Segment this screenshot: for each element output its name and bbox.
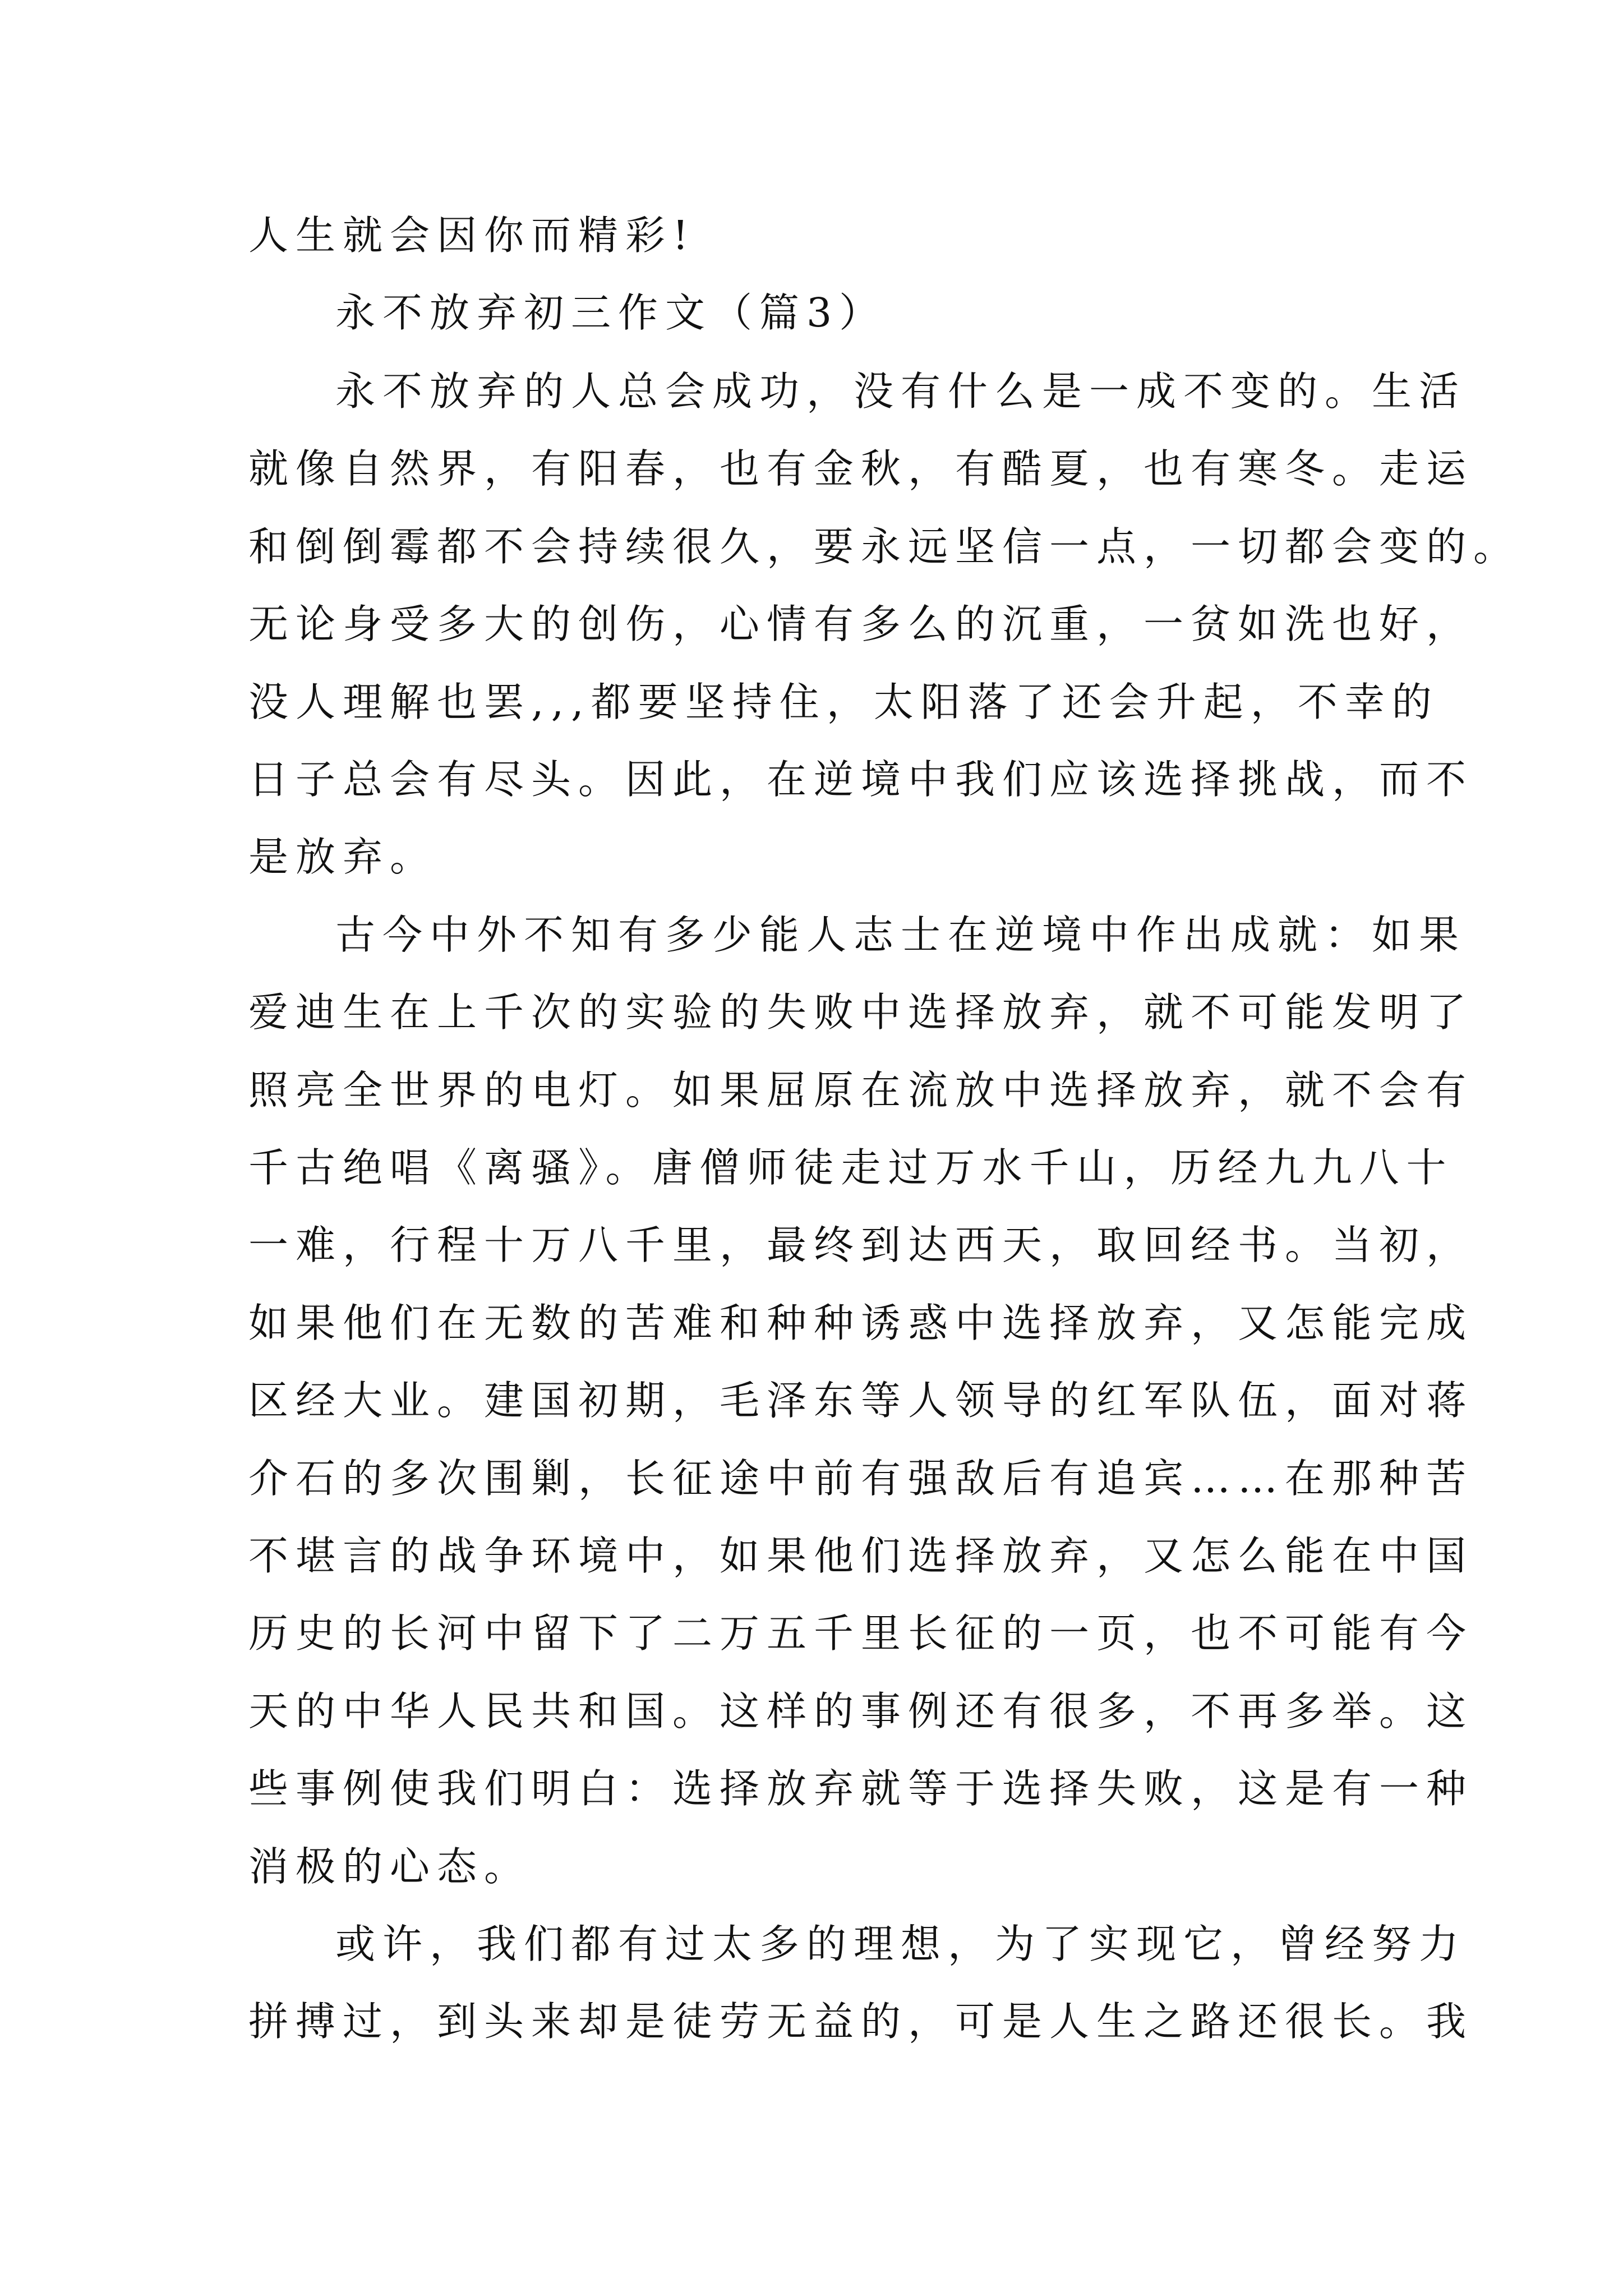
text-line-23: 或许，我们都有过太多的理想，为了实现它，曾经努力: [335, 1921, 1467, 1967]
text-line-5: 和倒倒霉都不会持续很久，要永远坚信一点，一切都会变的。: [248, 523, 1521, 570]
text-line-6: 无论身受多大的创伤，心情有多么的沉重，一贫如洗也好，: [248, 601, 1474, 647]
text-line-8: 日子总会有尽头。因此，在逆境中我们应该选择挑战，而不: [248, 756, 1474, 803]
text-line-12: 照亮全世界的电灯。如果屈原在流放中选择放弃，就不会有: [248, 1067, 1474, 1114]
text-line-1: 人生就会因你而精彩!: [248, 212, 696, 259]
text-line-20: 天的中华人民共和国。这样的事例还有很多，不再多举。这: [248, 1688, 1474, 1734]
text-line-3: 永不放弃的人总会成功，没有什么是一成不变的。生活: [335, 368, 1467, 415]
text-line-10: 古今中外不知有多少能人志士在逆境中作出成就：如果: [335, 912, 1467, 958]
text-line-7: 没人理解也罢,,,都要坚持住，太阳落了还会升起，不幸的: [248, 679, 1439, 725]
text-line-14: 一难，行程十万八千里，最终到达西天，取回经书。当初，: [248, 1222, 1474, 1268]
text-line-11: 爱迪生在上千次的实验的失败中选择放弃，就不可能发明了: [248, 989, 1474, 1036]
text-line-18: 不堪言的战争环境中，如果他们选择放弃，又怎么能在中国: [248, 1533, 1474, 1579]
text-line-19: 历史的长河中留下了二万五千里长征的一页，也不可能有今: [248, 1610, 1474, 1657]
text-line-16: 区经大业。建国初期，毛泽东等人领导的红军队伍，面对蒋: [248, 1377, 1474, 1424]
text-line-15: 如果他们在无数的苦难和种种诱惑中选择放弃，又怎能完成: [248, 1300, 1474, 1346]
section-heading: 永不放弃初三作文（篇3）: [335, 289, 887, 336]
text-line-22: 消极的心态。: [248, 1843, 532, 1890]
text-line-13: 千古绝唱《离骚》。唐僧师徒走过万水千山，历经九九八十: [248, 1144, 1454, 1191]
text-line-17: 介石的多次围剿，长征途中前有强敌后有追宾……在那种苦: [248, 1455, 1474, 1502]
text-line-21: 些事例使我们明白：选择放弃就等于选择失败，这是有一种: [248, 1765, 1474, 1812]
text-line-9: 是放弃。: [248, 834, 437, 880]
text-line-4: 就像自然界，有阳春，也有金秋，有酷夏，也有寒冬。走运: [248, 445, 1474, 492]
text-line-24: 拼搏过，到头来却是徒劳无益的，可是人生之路还很长。我: [248, 1998, 1474, 2045]
